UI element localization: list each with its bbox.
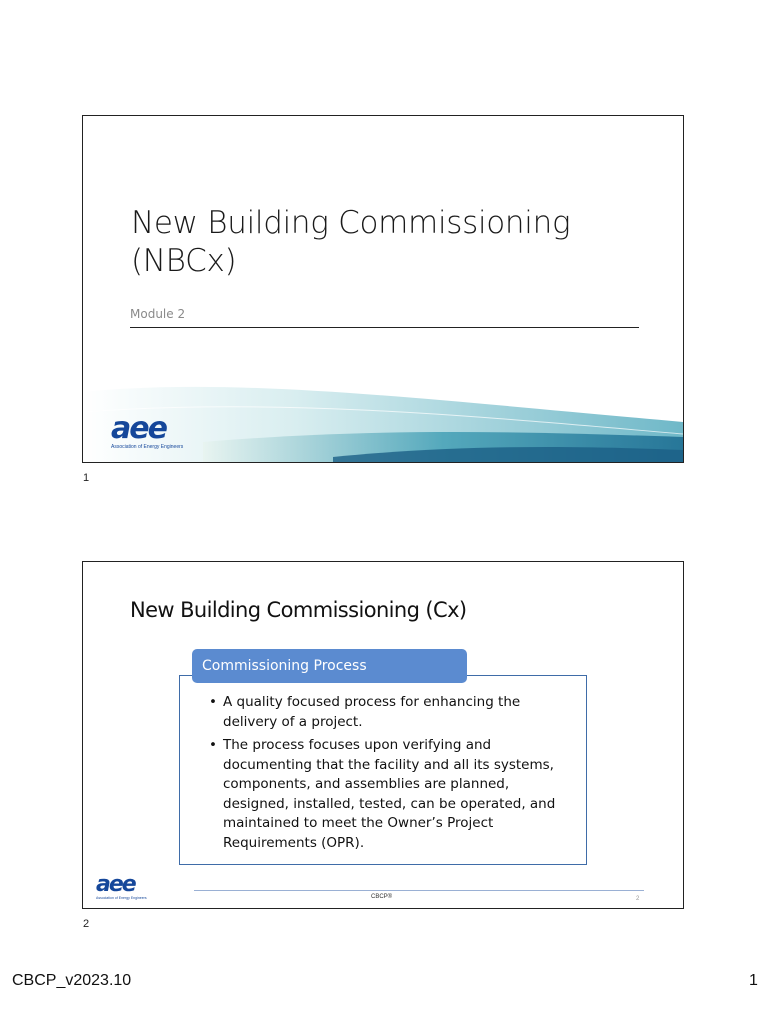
slide-title-line-2: (NBCx) — [131, 243, 237, 279]
slide-title: New Building Commissioning (Cx) — [130, 598, 467, 622]
list-item: • A quality focused process for enhancing the delivery of a project. — [209, 694, 521, 730]
section-header: Commissioning Process — [192, 649, 467, 683]
slide-2 — [82, 561, 684, 909]
slide-number-2: 2 — [83, 918, 90, 930]
aee-logo: aee Association of Energy Engineers — [96, 872, 147, 900]
slide-1 — [82, 115, 684, 463]
footer-label: CBCP® — [371, 894, 393, 900]
slide-title-line-1: New Building Commissioning — [131, 205, 571, 241]
aee-logo: aee Association of Energy Engineers — [111, 411, 184, 450]
page-number: 1 — [749, 972, 758, 989]
document-version: CBCP_v2023.10 — [12, 972, 132, 989]
bullet-list — [205, 693, 565, 857]
footer-slide-number: 2 — [636, 896, 640, 902]
slide-title — [131, 204, 651, 280]
list-item: • The process focuses upon verifying and documenting that the facility and all its systems, components, and assemblies are planned, designed, installed, tested, can be operated, and maintained to meet the Owner’s Project Requirements (OPR). — [209, 737, 556, 851]
slide-number-1: 1 — [83, 472, 90, 484]
title-divider — [130, 327, 639, 328]
slide-subtitle: Module 2 — [130, 307, 186, 321]
footer-divider — [194, 890, 644, 891]
